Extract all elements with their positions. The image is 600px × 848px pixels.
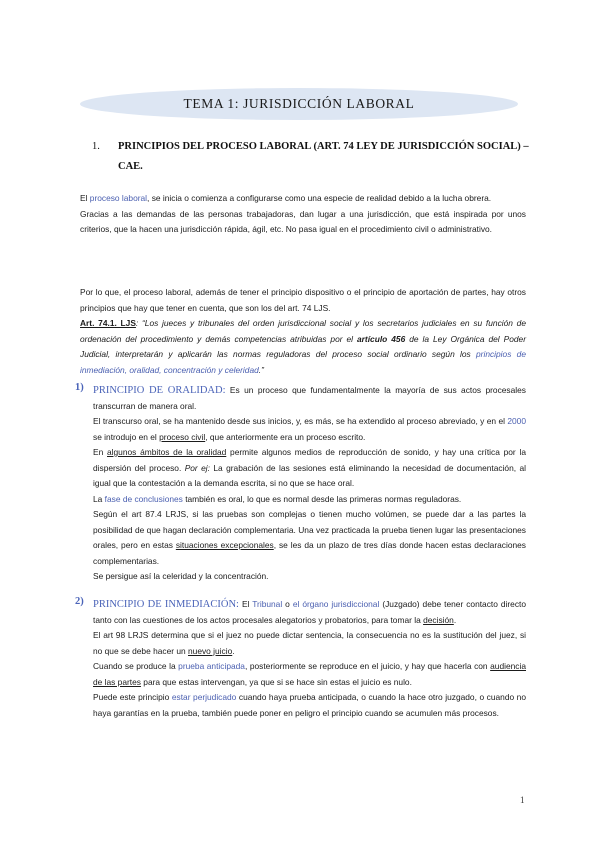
oralidad-title: PRINCIPIO DE ORALIDAD: [93,385,226,396]
inmediacion-heading [75,596,84,607]
article-reference: Art. 74.1. LJS [80,318,136,328]
section-heading-line-1: PRINCIPIOS DEL PROCESO LABORAL (ART. 74 LEY DE JURISDICCIÓN SOCIAL) – [118,141,529,152]
page-title: TEMA 1: JURISDICCIÓN LABORAL [183,96,415,111]
inmediacion-section: PRINCIPIO DE INMEDIACIÓN: El Tribunal o el órgano jurisdiccional (Juzgado) debe tener contacto directo tanto con las cuestiones de los actos procesales alegatorios y probatorios, para tomar la decisión. El art 98 LRJS determina que si el juez no puede dictar sentencia, la consecuencia no es la sustitución del juez, si no que se debe hacer un nuevo juicio. Cuando se produce la prueba anticipada, posteriormente se reproduce en el juicio, y hay que hacerla con audiencia de las partes para que estas intervengan, ya que si se hace sin estas el juicio es nulo. Puede este principio estar perjudicado cuando haya prueba anticipada, o cuando la hace otro juzgado, o cuando no haya garantías en la prueba, también puede poner en peligro el principio cuando se acumulen más procesos. [93,599,527,718]
intro-second-paragraph: Gracias a las demandas de las personas trabajadoras, dan lugar a una jurisdicción, que está inspirada por unos criterios, que la hacen una jurisdicción rápida, ágil, etc. No pasa igual en el procedimiento civil o administrativo. [80,208,526,234]
intro-paragraph: El proceso laboral, se inicia o comienza a configurarse como una especie de realidad debido a la lucha obrera. Gracias a las demandas de las personas trabajadoras, dan lugar a una jurisdicción, que está inspirada por unos criterios, que la hacen una jurisdicción rápida, ágil, etc. No pasa igual en el procedimiento civil o administrativo. [80,191,526,238]
highlight-principles: principios de inmediación, oralidad, concentración y celeridad [80,349,526,375]
title-banner [80,88,518,120]
inmediacion-title: PRINCIPIO DE INMEDIACIÓN: [93,599,239,610]
principles-intro-text: Por lo que, el proceso laboral, además de tener el principio dispositivo o el principio de aportación de partes, hay otros principios que hay que tener en cuenta, que son los del art. 74 LJS. [80,287,526,313]
highlight-proceso-laboral: proceso laboral [89,193,148,203]
oralidad-heading [75,382,84,393]
principles-intro: Por lo que, el proceso laboral, además de tener el principio dispositivo o el principio de aportación de partes, hay otros principios que hay que tener en cuenta, que son los del art. 74 LJS. Art. 74.1. LJS: “Los jueces y tribunales del orden jurisdiccional social y los secretarios judiciales en su función de ordenación del procedimiento y demás competencias atribuidas por el artículo 456 de la Ley Orgánica del Poder Judicial, interpretarán y aplicarán las normas reguladoras del proceso social ordinario según los principios de inmediación, oralidad, concentración y celeridad.” [80,287,526,375]
oralidad-section: PRINCIPIO DE ORALIDAD: Es un proceso que fundamentalmente la mayoría de sus actos procesales transcurran de manera oral. El transcurso oral, se ha mantenido desde sus inicios, y, es más, se ha extendido al proceso abreviado, y en el 2000 se introdujo en el proceso civil, que anteriormente era un proceso escrito. En algunos ámbitos de la oralidad permite algunos medios de reproducción de sonido, y hay una crítica por la dispersión del proceso. Por ej: La grabación de las sesiones está eliminando la necesidad de documentación, al igual que la contestación a la demanda escrita, si no que se hace oral. La fase de conclusiones también es oral, lo que es normal desde las primeras normas reguladoras. Según el art 87.4 LRJS, si las pruebas son complejas o tienen mucho volúmen, se puede dar a las partes la posibilidad de que hagan declaración complementaria. Una vez practicada la prueba tienen lugar las presentaciones orales, pero en estas situaciones excepcionales, se les da un plazo de tres días donde hacen estas declaraciones complementarias. Se persigue así la celeridad y la concentración. [93,385,526,581]
oralidad-number: 1) [75,382,84,393]
inmediacion-number: 2) [75,596,84,607]
section-heading-line-2: CAE. [118,161,143,172]
section-number: 1. [92,141,100,152]
page-number: 1 [520,795,525,805]
